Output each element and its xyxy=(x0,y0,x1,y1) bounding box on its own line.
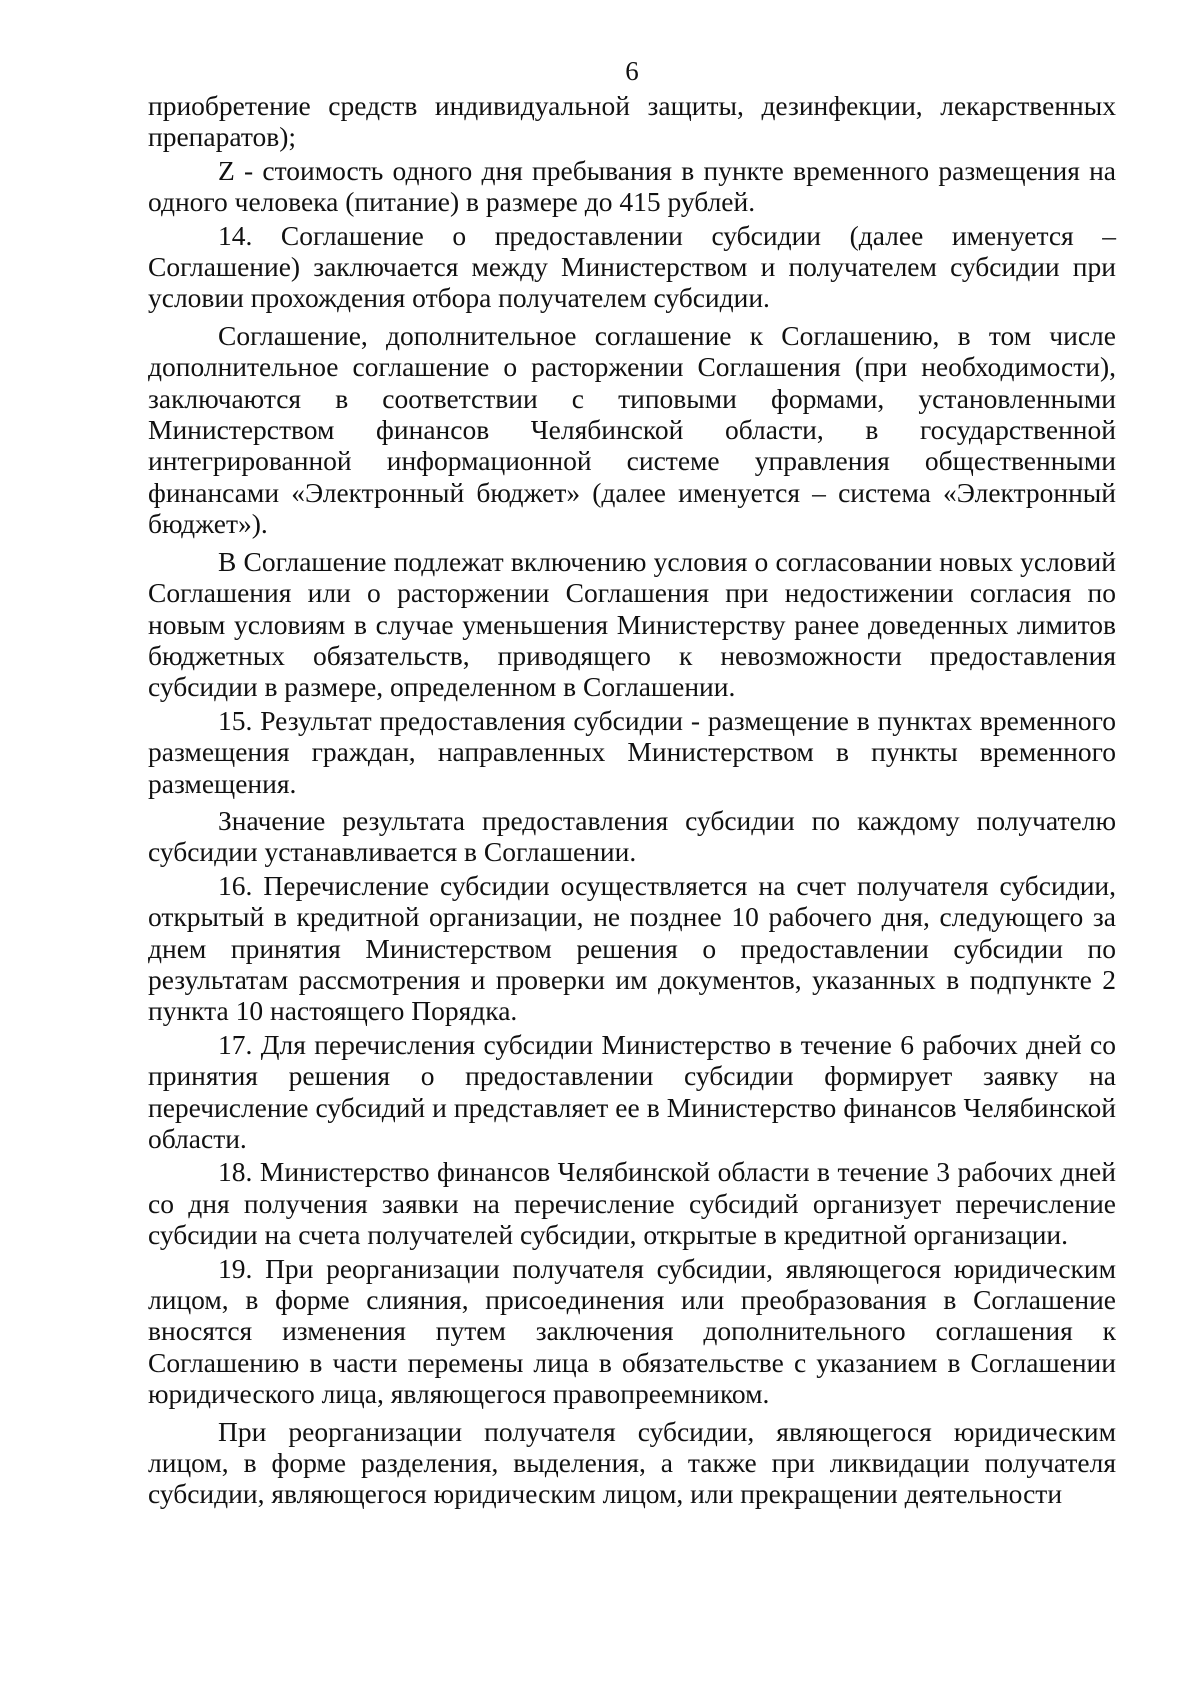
paragraph-z-definition: Z - стоимость одного дня пребывания в пункте временного размещения на одного человека (питание) в размере до 415 рублей. xyxy=(148,154,1116,218)
paragraph-14-agreement: 14. Соглашение о предоставлении субсидии (далее именуется – Соглашение) заключается между Министерством и получателем субсидии при условии прохождения отбора получателем субсидии. xyxy=(148,219,1116,314)
paragraph-19-reorganization: 19. При реорганизации получателя субсидии, являющегося юридическим лицом, в форме слияния, присоединения или преобразования в Соглашение вносятся изменения путем заключения дополнительного соглашения к Соглашению в части перемены лица в обязательстве с указанием в Соглашении юридического лица, являющегося правопреемником. xyxy=(148,1252,1116,1410)
paragraph-17-request: 17. Для перечисления субсидии Министерство в течение 6 рабочих дней со принятия решения о предоставлении субсидии формирует заявку на перечисление субсидий и представляет ее в Министерство финансов Челябинской области. xyxy=(148,1028,1116,1154)
paragraph-16-transfer: 16. Перечисление субсидии осуществляется на счет получателя субсидии, открытый в кредитной организации, не позднее 10 рабочего дня, следующего за днем принятия Министерством решения о предоставлении субсидии по результатам рассмотрения и проверки им документов, указанных в подпункте 2 пункта 10 настоящего Порядка. xyxy=(148,869,1116,1027)
paragraph-18-ministry-finance: 18. Министерство финансов Челябинской области в течение 3 рабочих дней со дня получения заявки на перечисление субсидий организует перечисление субсидии на счета получателей субсидии, открытые в кредитной организации. xyxy=(148,1156,1116,1251)
paragraph-costs-continuation: приобретение средств индивидуальной защиты, дезинфекции, лекарственных препаратов); xyxy=(148,90,1116,153)
paragraph-reorganization-division: При реорганизации получателя субсидии, являющегося юридическим лицом, в форме разделения, выделения, а также при ликвидации получателя субсидии, являющегося юридическим лицом, или прекращении деятельности xyxy=(148,1415,1116,1510)
paragraph-agreement-forms: Соглашение, дополнительное соглашение к Соглашению, в том числе дополнительное соглашение о расторжении Соглашения (при необходимости), заключаются в соответствии с типовыми формами, установленными Министерством финансов Челябинской области, в государственной интегрированной информационной системе управления общественными финансами «Электронный бюджет» (далее именуется – система «Электронный бюджет»). xyxy=(148,319,1116,540)
paragraph-result-value: Значение результата предоставления субсидии по каждому получателю субсидии устанавливается в Соглашении. xyxy=(148,804,1116,868)
document-page xyxy=(148,56,1116,1510)
paragraph-15-result: 15. Результат предоставления субсидии - размещение в пунктах временного размещения граждан, направленных Министерством в пункты временного размещения. xyxy=(148,704,1116,799)
paragraph-agreement-conditions: В Соглашение подлежат включению условия о согласовании новых условий Соглашения или о расторжении Соглашения при недостижении согласия по новым условиям в случае уменьшения Министерству ранее доведенных лимитов бюджетных обязательств, приводящего к невозможности предоставления субсидии в размере, определенном в Соглашении. xyxy=(148,545,1116,703)
page-number: 6 xyxy=(625,56,639,86)
